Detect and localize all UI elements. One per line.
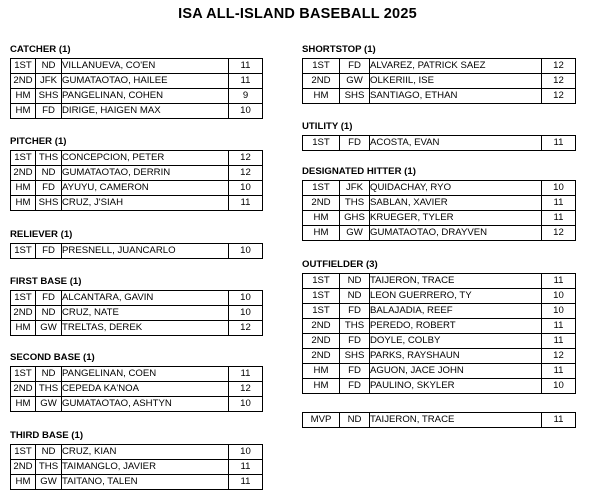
table-row bbox=[11, 445, 263, 460]
section-outfielder bbox=[302, 259, 576, 394]
place-cell: HM bbox=[11, 181, 36, 196]
place-cell: 2ND bbox=[303, 196, 340, 211]
school-cell: ND bbox=[340, 274, 370, 289]
section-title: FIRST BASE (1) bbox=[10, 276, 82, 287]
table-row bbox=[11, 382, 263, 397]
table-row bbox=[11, 151, 263, 166]
player-name-cell: CEPEDA KA'NOA bbox=[62, 382, 229, 397]
table-row bbox=[303, 181, 576, 196]
place-cell: 1ST bbox=[11, 151, 36, 166]
player-name-cell: OLKERIIL, ISE bbox=[370, 74, 542, 89]
grade-cell: 11 bbox=[229, 460, 263, 475]
player-name-cell: ALVAREZ, PATRICK SAEZ bbox=[370, 59, 542, 74]
table-row bbox=[11, 166, 263, 181]
grade-cell: 10 bbox=[229, 244, 263, 259]
table-row bbox=[11, 460, 263, 475]
place-cell: 1ST bbox=[11, 59, 36, 74]
player-name-cell: GUMATAOTAO, DERRIN bbox=[62, 166, 229, 181]
place-cell: 2ND bbox=[303, 74, 340, 89]
grade-cell: 12 bbox=[542, 59, 576, 74]
grade-cell: 10 bbox=[229, 181, 263, 196]
grade-cell: 9 bbox=[229, 89, 263, 104]
roster-table bbox=[302, 180, 576, 241]
school-cell: THS bbox=[340, 319, 370, 334]
player-name-cell: AYUYU, CAMERON bbox=[62, 181, 229, 196]
place-cell: HM bbox=[11, 397, 36, 412]
place-cell: 2ND bbox=[11, 306, 36, 321]
player-name-cell: SABLAN, XAVIER bbox=[370, 196, 542, 211]
grade-cell: 11 bbox=[229, 367, 263, 382]
grade-cell: 12 bbox=[542, 89, 576, 104]
section-second-base bbox=[10, 352, 263, 412]
school-cell: FD bbox=[340, 334, 370, 349]
grade-cell: 11 bbox=[542, 211, 576, 226]
place-cell: 2ND bbox=[11, 460, 36, 475]
player-name-cell: DOYLE, COLBY bbox=[370, 334, 542, 349]
place-cell: 1ST bbox=[303, 274, 340, 289]
player-name-cell: BALAJADIA, REEF bbox=[370, 304, 542, 319]
school-cell: FD bbox=[340, 304, 370, 319]
player-name-cell: GUMATAOTAO, DRAYVEN bbox=[370, 226, 542, 241]
school-cell: GW bbox=[340, 226, 370, 241]
section-title: OUTFIELDER (3) bbox=[302, 259, 378, 270]
school-cell: FD bbox=[340, 364, 370, 379]
grade-cell: 11 bbox=[542, 136, 576, 151]
school-cell: FD bbox=[36, 244, 62, 259]
player-name-cell: LEON GUERRERO, TY bbox=[370, 289, 542, 304]
school-cell: SHS bbox=[36, 196, 62, 211]
section-title: SECOND BASE (1) bbox=[10, 352, 95, 363]
school-cell: FD bbox=[340, 59, 370, 74]
section-third-base bbox=[10, 430, 263, 490]
player-name-cell: AGUON, JACE JOHN bbox=[370, 364, 542, 379]
player-name-cell: TAITANO, TALEN bbox=[62, 475, 229, 490]
place-cell: HM bbox=[303, 211, 340, 226]
player-name-cell: PANGELINAN, COHEN bbox=[62, 89, 229, 104]
school-cell: JFK bbox=[36, 74, 62, 89]
place-cell: 2ND bbox=[11, 74, 36, 89]
school-cell: GHS bbox=[340, 211, 370, 226]
grade-cell: 12 bbox=[542, 226, 576, 241]
grade-cell: 12 bbox=[229, 166, 263, 181]
section-pitcher bbox=[10, 136, 263, 211]
grade-cell: 10 bbox=[229, 445, 263, 460]
grade-cell: 10 bbox=[229, 306, 263, 321]
place-cell: 1ST bbox=[11, 244, 36, 259]
place-cell: HM bbox=[303, 226, 340, 241]
place-cell: HM bbox=[11, 104, 36, 119]
player-name-cell: CONCEPCION, PETER bbox=[62, 151, 229, 166]
player-name-cell: CRUZ, NATE bbox=[62, 306, 229, 321]
table-row bbox=[303, 364, 576, 379]
table-row bbox=[11, 104, 263, 119]
grade-cell: 10 bbox=[542, 379, 576, 394]
table-row bbox=[11, 59, 263, 74]
player-name-cell: CRUZ, J'SIAH bbox=[62, 196, 229, 211]
section-reliever bbox=[10, 229, 263, 259]
place-cell: 1ST bbox=[303, 181, 340, 196]
school-cell: GW bbox=[36, 321, 62, 336]
section-utility bbox=[302, 121, 576, 151]
school-cell: SHS bbox=[36, 89, 62, 104]
school-cell: THS bbox=[36, 151, 62, 166]
place-cell: HM bbox=[303, 89, 340, 104]
place-cell: 2ND bbox=[303, 349, 340, 364]
player-name-cell: PRESNELL, JUANCARLO bbox=[62, 244, 229, 259]
roster-table bbox=[302, 273, 576, 394]
player-name-cell: GUMATAOTAO, HAILEE bbox=[62, 74, 229, 89]
grade-cell: 11 bbox=[542, 334, 576, 349]
table-row bbox=[303, 413, 576, 428]
table-row bbox=[11, 367, 263, 382]
table-row bbox=[303, 59, 576, 74]
school-cell: FD bbox=[340, 379, 370, 394]
table-row bbox=[11, 244, 263, 259]
grade-cell: 10 bbox=[542, 289, 576, 304]
school-cell: THS bbox=[36, 460, 62, 475]
section-catcher bbox=[10, 44, 263, 119]
school-cell: THS bbox=[36, 382, 62, 397]
section-title: UTILITY (1) bbox=[302, 121, 353, 132]
table-row bbox=[303, 89, 576, 104]
player-name-cell: PARKS, RAYSHAUN bbox=[370, 349, 542, 364]
roster-table bbox=[302, 58, 576, 104]
player-name-cell: PANGELINAN, COEN bbox=[62, 367, 229, 382]
player-name-cell: TAIMANGLO, JAVIER bbox=[62, 460, 229, 475]
section-designated-hitter bbox=[302, 166, 576, 241]
table-row bbox=[11, 321, 263, 336]
player-name-cell: SANTIAGO, ETHAN bbox=[370, 89, 542, 104]
place-cell: 2ND bbox=[303, 319, 340, 334]
place-cell: 2ND bbox=[11, 382, 36, 397]
school-cell: ND bbox=[36, 59, 62, 74]
place-cell: 1ST bbox=[303, 59, 340, 74]
grade-cell: 10 bbox=[229, 397, 263, 412]
section-first-base bbox=[10, 276, 263, 336]
school-cell: FD bbox=[340, 136, 370, 151]
table-row bbox=[11, 291, 263, 306]
roster-table bbox=[10, 150, 263, 211]
grade-cell: 12 bbox=[542, 74, 576, 89]
place-cell: 1ST bbox=[11, 367, 36, 382]
table-row bbox=[303, 289, 576, 304]
roster-table bbox=[10, 290, 263, 336]
school-cell: THS bbox=[340, 196, 370, 211]
place-cell: 2ND bbox=[11, 166, 36, 181]
place-cell: MVP bbox=[303, 413, 340, 428]
table-row bbox=[11, 475, 263, 490]
school-cell: GW bbox=[36, 397, 62, 412]
place-cell: 1ST bbox=[303, 136, 340, 151]
place-cell: HM bbox=[11, 475, 36, 490]
section-title: SHORTSTOP (1) bbox=[302, 44, 376, 55]
player-name-cell: GUMATAOTAO, ASHTYN bbox=[62, 397, 229, 412]
grade-cell: 10 bbox=[542, 181, 576, 196]
section-title: PITCHER (1) bbox=[10, 136, 67, 147]
school-cell: GW bbox=[36, 475, 62, 490]
grade-cell: 10 bbox=[229, 291, 263, 306]
player-name-cell: CRUZ, KIAN bbox=[62, 445, 229, 460]
roster-table bbox=[10, 243, 263, 259]
player-name-cell: PAULINO, SKYLER bbox=[370, 379, 542, 394]
grade-cell: 11 bbox=[542, 413, 576, 428]
place-cell: HM bbox=[11, 321, 36, 336]
section-title: THIRD BASE (1) bbox=[10, 430, 84, 441]
table-row bbox=[303, 196, 576, 211]
school-cell: FD bbox=[36, 181, 62, 196]
roster-table bbox=[10, 444, 263, 490]
grade-cell: 11 bbox=[229, 196, 263, 211]
table-row bbox=[303, 349, 576, 364]
player-name-cell: DIRIGE, HAIGEN MAX bbox=[62, 104, 229, 119]
table-row bbox=[303, 304, 576, 319]
school-cell: JFK bbox=[340, 181, 370, 196]
player-name-cell: TRELTAS, DEREK bbox=[62, 321, 229, 336]
player-name-cell: KRUEGER, TYLER bbox=[370, 211, 542, 226]
place-cell: 1ST bbox=[11, 291, 36, 306]
school-cell: GW bbox=[340, 74, 370, 89]
player-name-cell: QUIDACHAY, RYO bbox=[370, 181, 542, 196]
place-cell: HM bbox=[11, 196, 36, 211]
table-row bbox=[303, 274, 576, 289]
place-cell: HM bbox=[303, 364, 340, 379]
place-cell: 2ND bbox=[303, 334, 340, 349]
grade-cell: 11 bbox=[542, 196, 576, 211]
grade-cell: 12 bbox=[229, 382, 263, 397]
grade-cell: 11 bbox=[542, 319, 576, 334]
school-cell: FD bbox=[36, 291, 62, 306]
player-name-cell: ACOSTA, EVAN bbox=[370, 136, 542, 151]
school-cell: ND bbox=[36, 306, 62, 321]
roster-table bbox=[302, 135, 576, 151]
table-row bbox=[303, 226, 576, 241]
player-name-cell: TAIJERON, TRACE bbox=[370, 274, 542, 289]
place-cell: HM bbox=[11, 89, 36, 104]
table-row bbox=[11, 74, 263, 89]
roster-table bbox=[302, 412, 576, 428]
grade-cell: 10 bbox=[542, 304, 576, 319]
grade-cell: 11 bbox=[229, 59, 263, 74]
school-cell: FD bbox=[36, 104, 62, 119]
table-row bbox=[11, 181, 263, 196]
place-cell: 1ST bbox=[303, 289, 340, 304]
place-cell: 1ST bbox=[11, 445, 36, 460]
player-name-cell: TAIJERON, TRACE bbox=[370, 413, 542, 428]
roster-table bbox=[10, 366, 263, 412]
roster-table bbox=[10, 58, 263, 119]
school-cell: ND bbox=[36, 367, 62, 382]
section-mvp bbox=[302, 412, 576, 428]
table-row bbox=[11, 397, 263, 412]
section-title: DESIGNATED HITTER (1) bbox=[302, 166, 416, 177]
grade-cell: 11 bbox=[542, 274, 576, 289]
page-title: ISA ALL-ISLAND BASEBALL 2025 bbox=[178, 6, 417, 22]
grade-cell: 12 bbox=[229, 321, 263, 336]
section-shortstop bbox=[302, 44, 576, 104]
school-cell: ND bbox=[340, 413, 370, 428]
grade-cell: 10 bbox=[229, 104, 263, 119]
school-cell: ND bbox=[36, 166, 62, 181]
section-title: CATCHER (1) bbox=[10, 44, 71, 55]
table-row bbox=[303, 136, 576, 151]
table-row bbox=[303, 211, 576, 226]
school-cell: ND bbox=[340, 289, 370, 304]
player-name-cell: ALCANTARA, GAVIN bbox=[62, 291, 229, 306]
school-cell: SHS bbox=[340, 89, 370, 104]
section-title: RELIEVER (1) bbox=[10, 229, 73, 240]
grade-cell: 11 bbox=[229, 475, 263, 490]
table-row bbox=[303, 74, 576, 89]
table-row bbox=[11, 306, 263, 321]
table-row bbox=[303, 319, 576, 334]
grade-cell: 11 bbox=[229, 74, 263, 89]
school-cell: SHS bbox=[340, 349, 370, 364]
player-name-cell: PEREDO, ROBERT bbox=[370, 319, 542, 334]
table-row bbox=[303, 379, 576, 394]
grade-cell: 11 bbox=[542, 364, 576, 379]
table-row bbox=[11, 196, 263, 211]
player-name-cell: VILLANUEVA, CO'EN bbox=[62, 59, 229, 74]
table-row bbox=[303, 334, 576, 349]
school-cell: ND bbox=[36, 445, 62, 460]
place-cell: HM bbox=[303, 379, 340, 394]
grade-cell: 12 bbox=[229, 151, 263, 166]
table-row bbox=[11, 89, 263, 104]
place-cell: 1ST bbox=[303, 304, 340, 319]
grade-cell: 12 bbox=[542, 349, 576, 364]
